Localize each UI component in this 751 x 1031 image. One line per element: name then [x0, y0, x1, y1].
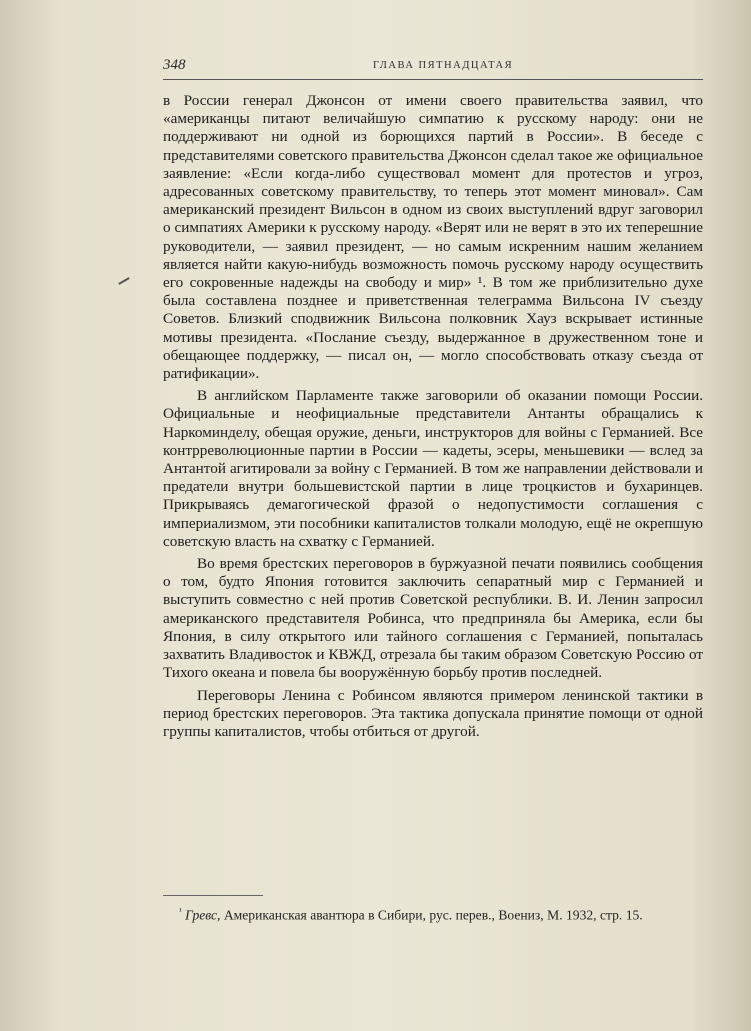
paragraph: Переговоры Ленина с Робинсом являются примером ленинской тактики в период брестских переговоров. Эта тактика допускала принятие помощи от одной группы капиталистов, чтобы отбиться от другой.: [163, 686, 703, 740]
footnote-rule: [163, 895, 263, 896]
paragraph: В английском Парламенте также заговорили об оказании помощи России. Официальные и неофициальные представители Антанты обращались к Наркоминделу, обещая оружие, деньги, инструкторов для войны с Германией. Все контрреволюционные партии в России — кадеты, эсеры, меньшевики — вслед за Антантой агитировали за войну с Германией. В том же направлении действовали и предатели внутри большевистской партии в лице троцкистов и бухаринцев. Прикрываясь демагогической фразой о недопустимости соглашения с империализмом, эти пособники капиталистов толкали молодую, ещё не окрепшую советскую власть на схватку с Германией.: [163, 387, 703, 550]
footnote: [163, 903, 708, 924]
running-head: ГЛАВА ПЯТНАДЦАТАЯ: [373, 60, 514, 71]
body-text: [163, 92, 703, 745]
paragraph: в России генерал Джонсон от имени своего правительства заявил, что «американцы питают величайшую симпатию к русскому народу: они не поддерживают ни одной из борющихся партий в России». В беседе с представителями советского правительства Джонсон сделал такое же официальное заявление: «Если когда-либо существовал момент для протестов и угроз, адресованных советскому правительству, то теперь этот момент миновал». Сам американский президент Вильсон в одном из своих выступлений вдруг заговорил о симпатиях Америки к русскому народу. «Верят или не верят в это их теперешние руководители, — заявил президент, — но самым искренним нашим желанием является найти какую-нибудь возможность помочь русскому народу осуществить его сокровенные надежды на свободу и мир» ¹. В том же приблизительно духе была составлена позднее и приветственная телеграмма Вильсона IV съезду Советов. Близкий сподвижник Вильсона полковник Хауз вскрывает истинные мотивы президента. «Послание съезду, выдержанное в дружественном тоне и обещающее поддержку, — писал он, — могло способствовать отказу съезда от ратификации».: [163, 92, 703, 383]
page-number: 348: [163, 57, 186, 73]
footnote-marker: ¹: [179, 906, 182, 916]
header-rule: [163, 79, 703, 80]
page-header: [163, 57, 703, 79]
paragraph: Во время брестских переговоров в буржуазной печати появились сообщения о том, будто Япония готовится заключить сепаратный мир с Германией и выступить совместно с ней против Советской республики. В. И. Ленин запросил американского представителя Робинса, что предприняла бы Америка, если бы Япония, в силу открытого или тайного соглашения с Германией, попыталась захватить Владивосток и КВЖД, отрезала бы таким образом Советскую Россию от Тихого океана и повела бы вооружённую борьбу против последней.: [163, 555, 703, 682]
footnote-author: Гревс,: [185, 907, 221, 923]
footnote-text: Американская авантюра в Сибири, рус. перев., Воениз, М. 1932, стр. 15.: [220, 907, 643, 923]
margin-pencil-mark: [118, 277, 129, 285]
